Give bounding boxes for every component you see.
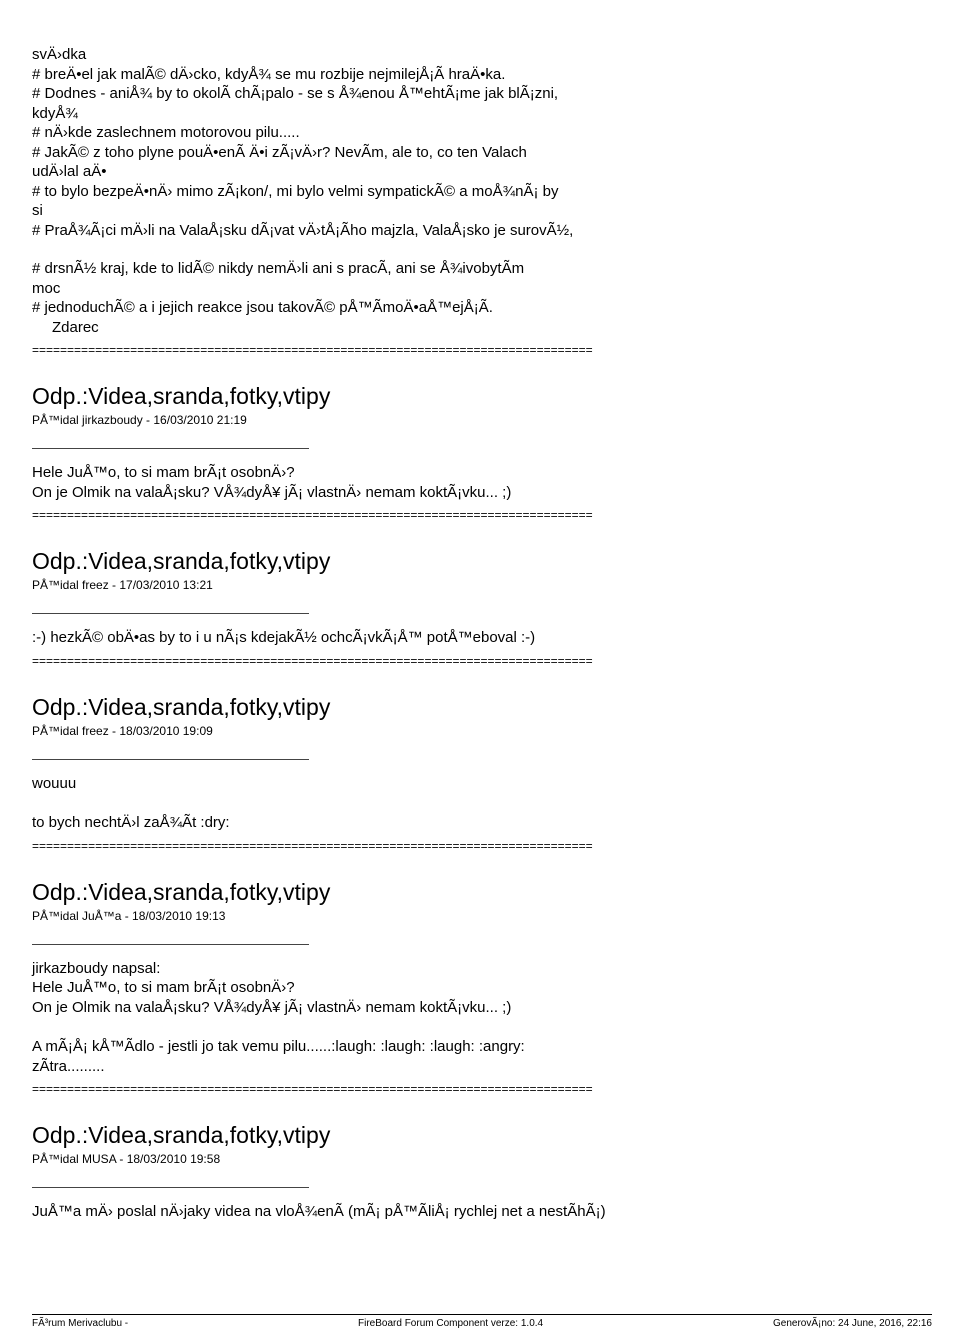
footer-rule	[32, 1314, 932, 1315]
separator-line: ================================================================================	[32, 508, 593, 522]
intro-line: udÄ›lal aÄ•	[32, 163, 107, 180]
intro-signoff: Zdarec	[52, 318, 99, 336]
intro-line-gap	[32, 240, 932, 259]
post-line: Hele JuÅ™o, to si mam brÃ¡t osobnÄ›?	[32, 464, 295, 481]
post-quote-line: Hele JuÅ™o, to si mam brÃ¡t osobnÄ›?	[32, 979, 295, 996]
intro-line: # jednoduchÃ© a i jejich reakce jsou takovÃ© pÅ™ÃmoÄ•aÅ™ejÅ¡Ã.	[32, 299, 493, 316]
post-body	[32, 774, 932, 833]
separator-line: ================================================================================	[32, 838, 593, 853]
intro-line: # JakÃ© z toho plyne pouÄ•enÃ Ä•i zÃ¡vÄ›r? NevÃm, ale to, co ten Valach	[32, 143, 527, 161]
footer-right-text: GenerovÃ¡no: 24 June, 2016, 22:16	[772, 1318, 932, 1329]
post-body	[32, 463, 932, 502]
separator-line: ================================================================================	[32, 653, 593, 668]
intro-line: # to bylo bezpeÄ•nÄ› mimo zÃ¡kon/, mi bylo velmi sympatickÃ© a moÅ¾nÃ¡ by	[32, 182, 559, 200]
forum-post	[32, 1122, 932, 1222]
footer-left-text: FÃ³rum Merivaclubu -	[32, 1318, 129, 1329]
post-line: JuÅ™a mÄ› poslal nÄ›jaky videa na vloÅ¾enÃ (mÃ¡ pÅ™ÃliÅ¡ rychlej net a nestÃhÃ¡)	[32, 1203, 606, 1220]
forum-post	[32, 383, 932, 502]
post-line: to bych nechtÄ›l zaÅ¾Ãt :dry:	[32, 814, 230, 831]
intro-line: moc	[32, 279, 61, 297]
post-meta-rule	[32, 944, 309, 945]
intro-line: # drsnÃ½ kraj, kde to lidÃ© nikdy nemÄ›li ani s pracÃ, ani se Å¾ivobytÃm	[32, 260, 525, 277]
intro-line: svÄ›dka	[32, 46, 87, 63]
post-line: A mÃ¡Å¡ kÅ™Ãdlo - jestli jo tak vemu pilu......:laugh: :laugh: :laugh: :angry:	[32, 1038, 525, 1055]
post-line: :-) hezkÃ© obÄ•as by to i u nÃ¡s kdejakÃ½ ochcÃ¡vkÃ¡Å™ potÅ™eboval :-)	[32, 629, 536, 646]
post-title: Odp.:Videa,sranda,fotky,vtipy	[32, 1122, 331, 1148]
intro-line: # nÄ›kde zaslechnem motorovou pilu.....	[32, 124, 300, 141]
forum-post	[32, 548, 932, 648]
post-quote-label: jirkazboudy napsal:	[32, 959, 161, 977]
intro-line: kdyÅ¾	[32, 104, 78, 122]
intro-text	[32, 45, 932, 337]
intro-line: # PraÅ¾Ã¡ci mÄ›li na ValaÅ¡sku dÃ¡vat vÄ›tÅ¡Ãho majzla, ValaÅ¡sko je surovÃ½,	[32, 221, 574, 239]
post-quote-line: On je Olmik na valaÅ¡sku? VÅ¾dyÅ¥ jÃ¡ vlastnÄ› nemam koktÃ¡vku... ;)	[32, 998, 512, 1016]
post-body	[32, 959, 932, 1077]
footer-center-text: FireBoard Forum Component verze: 1.0.4	[358, 1318, 544, 1329]
document-page	[32, 45, 932, 1222]
separator-line: ================================================================================	[32, 343, 593, 357]
post-meta: PÅ™idal jirkazboudy - 16/03/2010 21:19	[32, 413, 247, 427]
intro-line: # Dodnes - aniÅ¾ by to okolÃ chÃ¡palo - se s Å¾enou Å™ehtÃ¡me jak blÃ¡zni,	[32, 85, 559, 102]
post-meta-rule	[32, 759, 309, 760]
post-meta-rule	[32, 1187, 309, 1188]
post-meta: PÅ™idal freez - 18/03/2010 19:09	[32, 723, 213, 738]
page-footer	[32, 1316, 932, 1332]
post-meta-rule	[32, 613, 309, 614]
post-body	[32, 628, 932, 648]
post-title: Odp.:Videa,sranda,fotky,vtipy	[32, 383, 331, 409]
post-title: Odp.:Videa,sranda,fotky,vtipy	[32, 878, 331, 905]
intro-line: si	[32, 202, 43, 219]
post-meta: PÅ™idal freez - 17/03/2010 13:21	[32, 578, 213, 592]
post-meta: PÅ™idal MUSA - 18/03/2010 19:58	[32, 1152, 221, 1166]
post-paragraph-gap	[32, 1017, 932, 1037]
post-line: On je Olmik na valaÅ¡sku? VÅ¾dyÅ¥ jÃ¡ vlastnÄ› nemam koktÃ¡vku... ;)	[32, 483, 512, 501]
separator-line: ================================================================================	[32, 1082, 593, 1096]
post-title: Odp.:Videa,sranda,fotky,vtipy	[32, 693, 331, 720]
post-meta: PÅ™idal JuÅ™a - 18/03/2010 19:13	[32, 908, 226, 923]
post-meta-rule	[32, 448, 309, 449]
post-line: wouuu	[32, 774, 77, 792]
post-line: zÃtra.........	[32, 1057, 105, 1075]
post-paragraph-gap	[32, 793, 932, 813]
forum-post	[32, 879, 932, 1077]
post-body	[32, 1202, 932, 1222]
forum-post	[32, 694, 932, 833]
intro-line: # breÄ•el jak malÃ© dÄ›cko, kdyÅ¾ se mu rozbije nejmilejÅ¡Ã hraÄ•ka.	[32, 65, 506, 83]
post-title: Odp.:Videa,sranda,fotky,vtipy	[32, 548, 331, 574]
